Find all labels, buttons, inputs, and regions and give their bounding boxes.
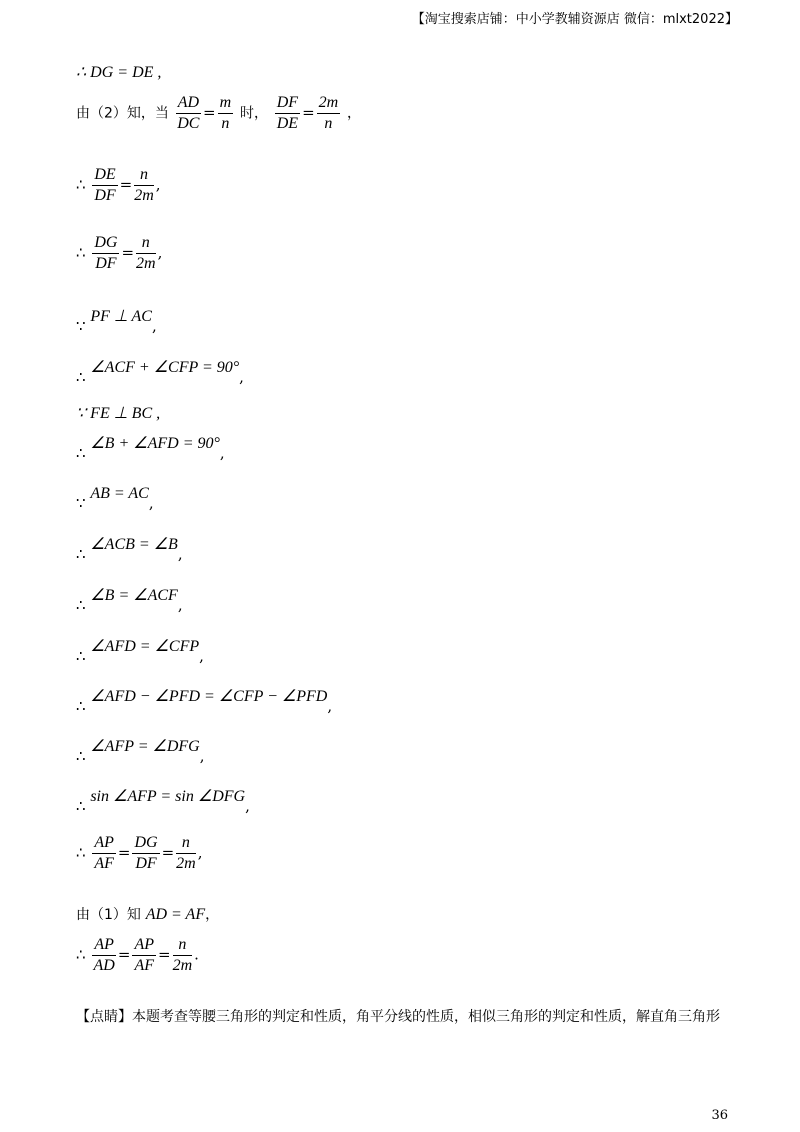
page-header: 【淘宝搜索店铺：中小学教辅资源店 微信：mlxt2022】	[411, 12, 738, 27]
line-1: ∴ DG = DE ,	[76, 64, 162, 81]
line-14: ∴ ∠AFP = ∠DFG,	[76, 738, 205, 765]
line-15: ∴ sin ∠AFP = sin ∠DFG,	[76, 788, 250, 815]
line-3: ∴ $\frac{DE}{DF}$ = $\frac{n}{2m}$ ,	[76, 166, 161, 204]
line-11: ∴ ∠B = ∠ACF,	[76, 587, 183, 614]
line-5: ∵ PF ⊥ AC,	[76, 308, 157, 335]
line-7: ∵ FE ⊥ BC ,	[76, 405, 161, 422]
line-18: ∴ $\frac{AP}{AD}$ = $\frac{AP}{AF}$ = $\frac{n}{2m}$ .	[76, 936, 199, 974]
comment: 【点睛】本题考查等腰三角形的判定和性质，角平分线的性质，相似三角形的判定和性质，解直角三角形	[76, 1009, 720, 1025]
line-6: ∴ ∠ACF + ∠CFP = 90°,	[76, 359, 244, 386]
page-number: 36	[711, 1108, 728, 1123]
line-16: ∴ $\frac{AP}{AF}$ = $\frac{DG}{DF}$ = $\frac{n}{2m}$ ,	[76, 834, 203, 872]
line-12: ∴ ∠AFD = ∠CFP,	[76, 638, 204, 665]
line-8: ∴ ∠B + ∠AFD = 90°,	[76, 435, 225, 462]
line-2: 由（2）知，当 $\frac{AD}{DC}$ = $\frac{m}{n}$ 时， $\frac{DF}{DE}$ = $\frac{2m}{n}$ ，	[76, 94, 361, 132]
line-4: ∴ $\frac{DG}{DF}$ = $\frac{n}{2m}$ ,	[76, 234, 163, 272]
line-9: ∵ AB = AC,	[76, 485, 154, 512]
line-17: 由（1）知 AD = AF，	[76, 906, 220, 923]
line-10: ∴ ∠ACB = ∠B,	[76, 536, 183, 563]
line-13: ∴ ∠AFD − ∠PFD = ∠CFP − ∠PFD,	[76, 688, 333, 715]
